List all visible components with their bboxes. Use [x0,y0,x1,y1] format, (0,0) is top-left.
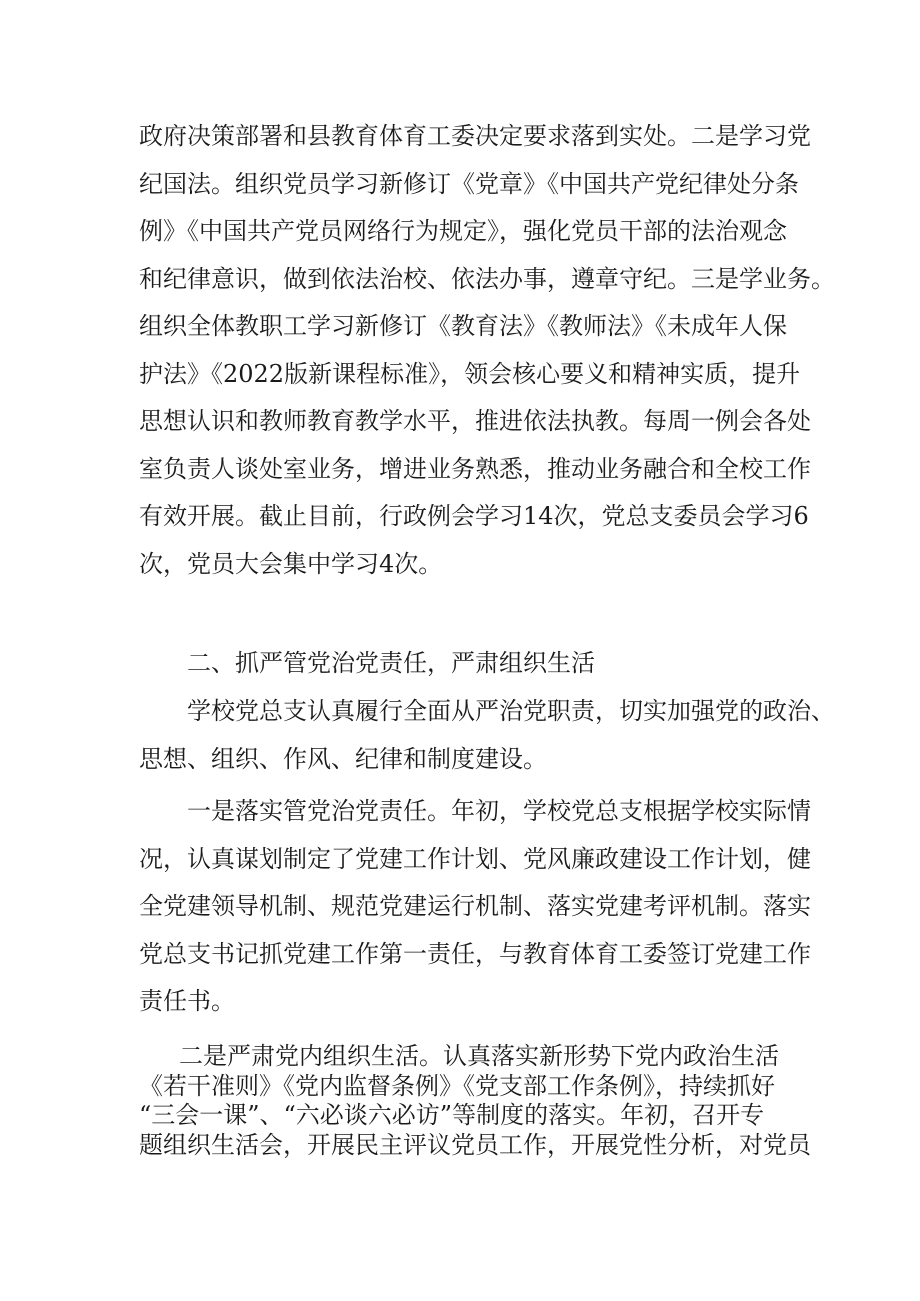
text-line: 全党建领导机制、规范党建运行机制、落实党建考评机制。落实 [139,892,811,920]
text-line: 责任书。 [139,987,235,1015]
text-line: 和纪律意识，做到依法治校、依法办事，遵章守纪。三是学业务。 [139,264,835,293]
text-line: “三会一课”、“六必谈六必访”等制度的落实。年初，召开专 [139,1101,765,1129]
text-line: 思想认识和教师教育教学水平，推进依法执教。每周一例会各处 [139,407,811,435]
text-line: 学校党总支认真履行全面从严治党职责，切实加强党的政治、 [187,697,835,725]
text-line: 有效开展。截止目前，行政例会学习14次，党总支委员会学习6 [139,502,809,530]
text-line: 思想、组织、作风、纪律和制度建设。 [139,744,547,773]
section-heading [139,640,799,688]
paragraph-study [139,113,835,588]
text-line: 纪国法。组织党员学习新修订《党章》《中国共产党纪律处分条 [139,169,799,198]
text-line: 次，党员大会集中学习4次。 [139,549,443,578]
text-line: 二是严肃党内组织生活。认真落实新形势下党内政治生活 [179,1042,779,1070]
paragraph-point-two [139,1042,811,1160]
text-line: 一是落实管党治党责任。年初，学校党总支根据学校实际情 [187,797,811,825]
text-line: 《若干准则》《党内监督条例》《党支部工作条例》，持续抓好 [139,1071,775,1100]
paragraph-point-one [139,788,811,1026]
text-line: 况，认真谋划制定了党建工作计划、党风廉政建设工作计划，健 [139,844,811,873]
text-line: 政府决策部署和县教育体育工委决定要求落到实处。二是学习党 [139,122,811,150]
section-title: 二、抓严管党治党责任，严肃组织生活 [187,649,595,677]
paragraph-intro [139,688,835,783]
text-line: 护法》《2022版新课程标准》，领会核心要义和精神实质，提升 [139,359,801,388]
text-line: 室负责人谈处室业务，增进业务熟悉，推动业务融合和全校工作 [139,454,811,483]
text-line: 例》《中国共产党员网络行为规定》，强化党员干部的法治观念 [139,217,787,245]
text-line: 组织全体教职工学习新修订《教育法》《教师法》《未成年人保 [139,312,787,340]
text-line: 题组织生活会，开展民主评议党员工作，开展党性分析，对党员 [139,1130,811,1159]
text-line: 党总支书记抓党建工作第一责任，与教育体育工委签订党建工作 [139,939,811,968]
